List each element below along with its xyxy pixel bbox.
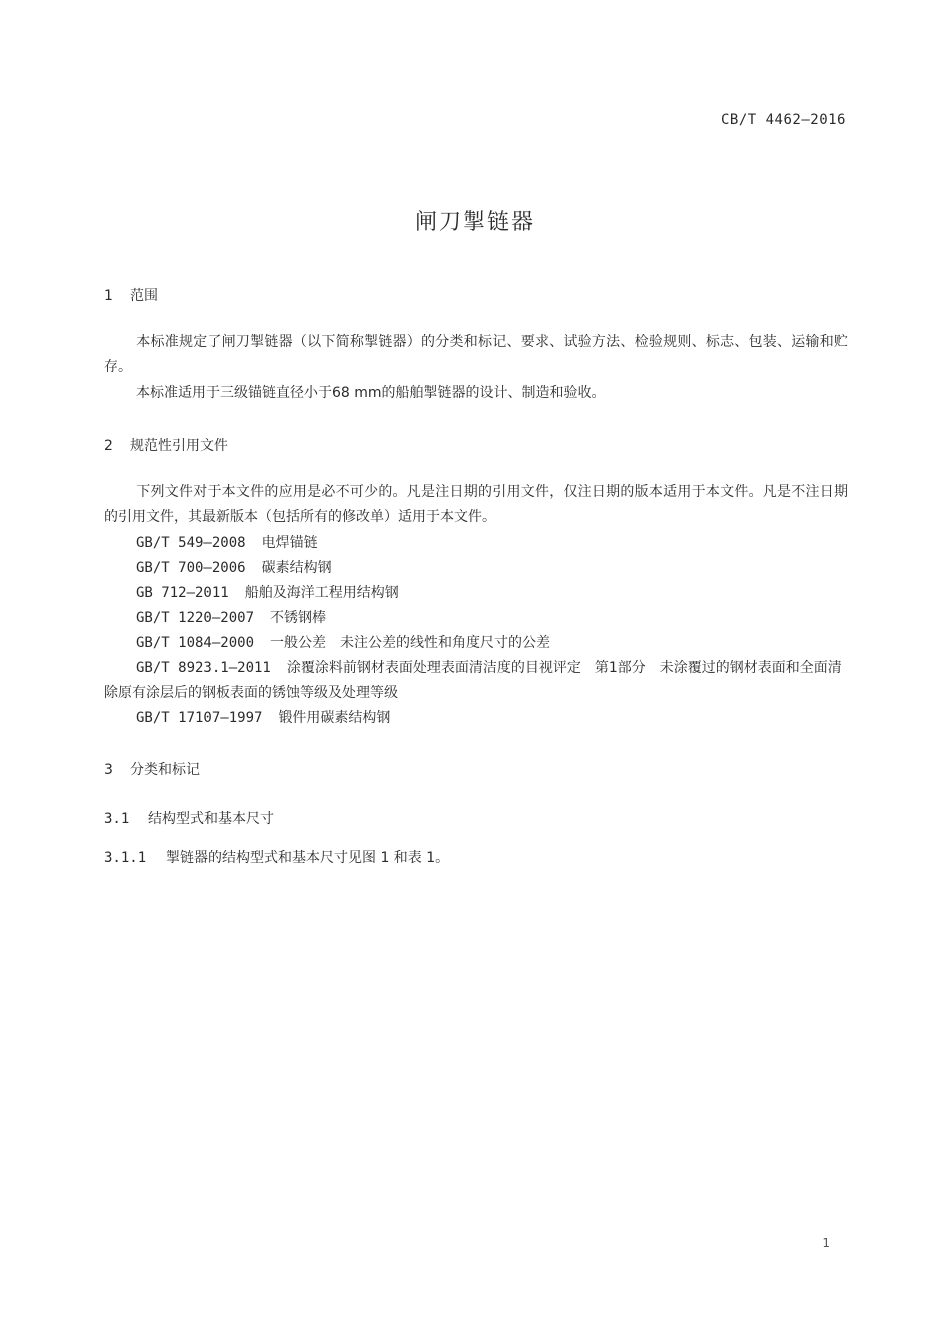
reference-item	[136, 531, 848, 556]
document-title: 闸刀掣链器	[414, 210, 535, 235]
paragraph-text: 本标准规定了闸刀掣链器（以下简称掣链器）的分类和标记、要求、试验方法、检验规则、标志、包装、运输和贮存。	[104, 334, 848, 375]
section-title: 分类和标记	[130, 762, 200, 778]
reference-name: 电焊锚链	[261, 535, 318, 551]
section-3-heading	[104, 759, 200, 779]
paragraph-text: 本标准适用于三级锚链直径小于68 mm的船舶掣链器的设计、制造和验收。	[136, 385, 606, 401]
reference-item	[136, 606, 848, 631]
reference-item	[136, 706, 848, 731]
scope-paragraph-1	[104, 330, 848, 380]
section-number: 3.1.1	[104, 850, 147, 866]
reference-code: GB/T 1084—2000	[136, 635, 255, 651]
section-number: 3	[104, 762, 113, 778]
section-number: 1	[104, 288, 113, 304]
reference-code: GB 712—2011	[136, 585, 229, 601]
reference-name: 锻件用碳素结构钢	[278, 710, 391, 726]
standard-number: CB/T 4462—2016	[720, 112, 846, 128]
section-3-1-heading	[104, 808, 274, 828]
section-title: 规范性引用文件	[130, 438, 228, 454]
page-number: 1	[822, 1236, 830, 1250]
reference-code: GB/T 549—2008	[136, 535, 246, 551]
paragraph-text: 下列文件对于本文件的应用是必不可少的。凡是注日期的引用文件，仅注日期的版本适用于本文件。凡是不注日期的引用文件，其最新版本（包括所有的修改单）适用于本文件。	[104, 484, 848, 525]
reference-code: GB/T 1220—2007	[136, 610, 255, 626]
reference-name: 一般公差 未注公差的线性和角度尺寸的公差	[270, 635, 551, 651]
section-number: 2	[104, 438, 113, 454]
section-3-1-1-paragraph	[104, 847, 449, 867]
reference-code: GB/T 17107—1997	[136, 710, 263, 726]
section-2-heading	[104, 435, 228, 455]
reference-name: 船舶及海洋工程用结构钢	[244, 585, 399, 601]
section-number: 3.1	[104, 811, 130, 827]
reference-item	[136, 581, 848, 606]
scope-paragraph-2	[104, 381, 848, 406]
reference-name: 不锈钢棒	[270, 610, 327, 626]
reference-name: 涂覆涂料前钢材表面处理表面清洁度的目视评定 第1部分 未涂覆过的钢材表面和全面清除原有涂层后的钢板表面的锈蚀等级及处理等级	[104, 660, 842, 701]
reference-item	[136, 631, 848, 656]
section-title: 结构型式和基本尺寸	[148, 811, 274, 827]
reference-code: GB/T 8923.1—2011	[136, 660, 271, 676]
reference-item	[104, 656, 848, 706]
section-1-heading	[104, 285, 158, 305]
paragraph-text: 掣链器的结构型式和基本尺寸见图 1 和表 1。	[166, 850, 450, 866]
reference-item	[136, 556, 848, 581]
reference-code: GB/T 700—2006	[136, 560, 246, 576]
references-intro-paragraph	[104, 480, 848, 530]
reference-name: 碳素结构钢	[261, 560, 332, 576]
section-title: 范围	[130, 288, 158, 304]
